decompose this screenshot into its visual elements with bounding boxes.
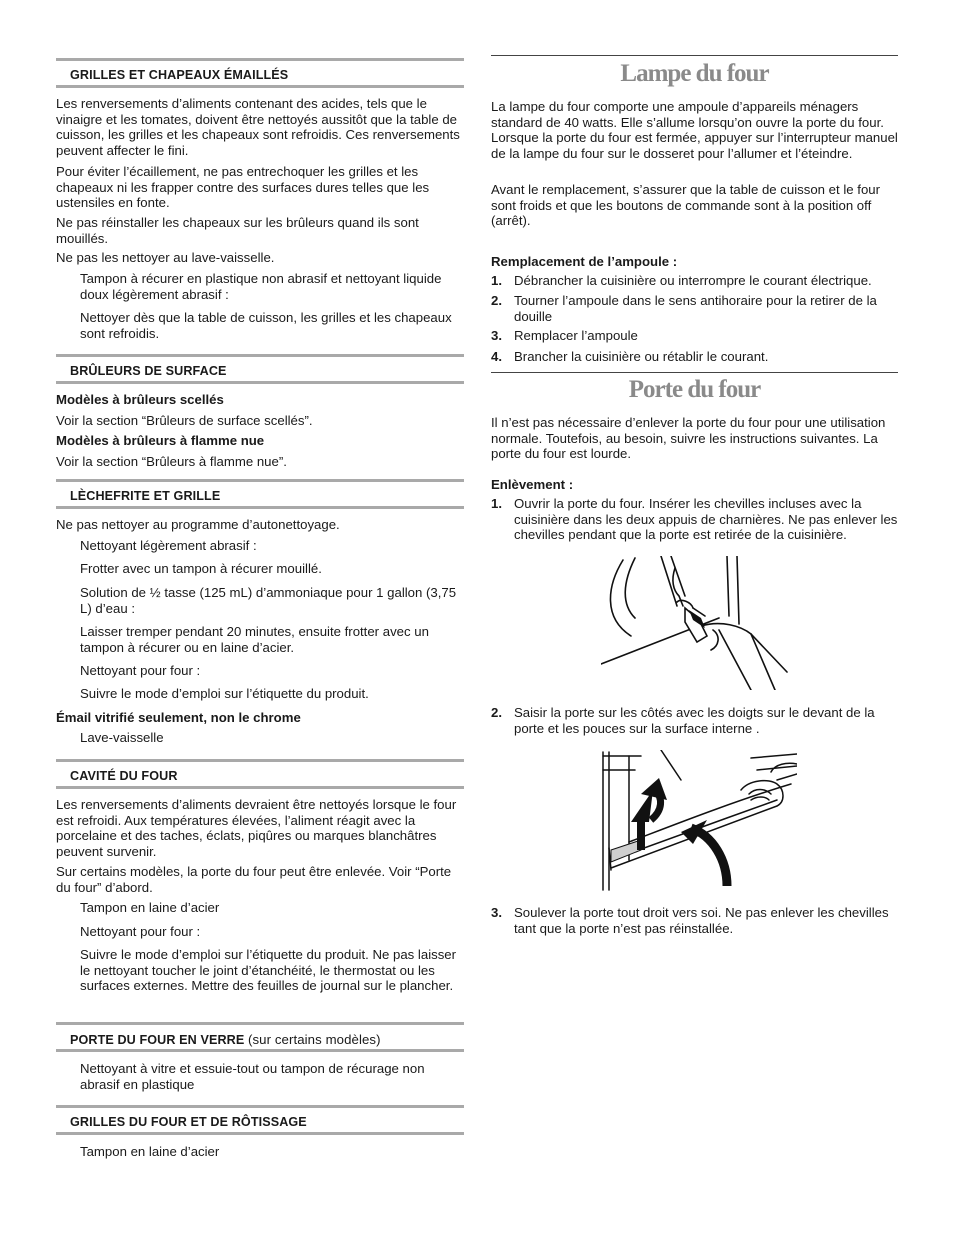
step-text: Soulever la porte tout droit vers soi. Ne pas enlever les chevilles tant que la porte n’est pas réinstallée. — [514, 905, 889, 936]
divider — [491, 372, 898, 373]
divider — [491, 55, 898, 56]
step-text: Débrancher la cuisinière ou interrompre le courant électrique. — [514, 273, 872, 288]
cleaner-item: Tampon en laine d’acier — [80, 900, 220, 915]
paragraph: Ne pas les nettoyer au lave-vaisselle. — [56, 250, 275, 265]
paragraph: Sur certains modèles, la porte du four peut être enlevée. Voir “Porte du four” d’abord. — [56, 864, 452, 895]
step-number: 1. — [491, 273, 502, 288]
paragraph: Ne pas réinstaller les chapeaux sur les brûleurs quand ils sont mouillés. — [56, 215, 419, 246]
section-title: PORTE DU FOUR EN VERRE (sur certains modèles) — [70, 1032, 381, 1047]
paragraph: Ne pas nettoyer au programme d’autonettoyage. — [56, 517, 340, 532]
step-number: 4. — [491, 349, 502, 364]
door-title: Porte du four — [628, 376, 761, 403]
step-text: Brancher la cuisinière ou rétablir le courant. — [514, 349, 769, 364]
subheading: Émail vitrifié seulement, non le chrome — [56, 710, 301, 725]
door-lift-illustration — [601, 750, 797, 892]
subheading: Modèles à brûleurs scellés — [56, 392, 224, 407]
section-header-racks — [56, 1105, 464, 1135]
paragraph: La lampe du four comporte une ampoule d’appareils ménagers standard de 40 watts. Elle s’allume lorsqu’on ouvre la porte du four. Lorsque la porte du four est fermée, appuyer sur l’interrupteur manuel de la lampe du four sur le dosseret pour l’allumer et l’éteindre. — [491, 99, 898, 161]
cleaner-item: Nettoyant à vitre et essuie-tout ou tampon de récurage non abrasif en plastique — [80, 1061, 425, 1092]
paragraph: Voir la section “Brûleurs à flamme nue”. — [56, 454, 287, 469]
paragraph: Avant le remplacement, s’assurer que la table de cuisson et le four sont froids et que les boutons de commande sont à la position off (arrêt). — [491, 182, 880, 229]
section-header-burners — [56, 354, 464, 384]
step-number: 3. — [491, 328, 502, 343]
step-text: Saisir la porte sur les côtés avec les doigts sur le devant de la porte et les pouces sur la surface interne . — [514, 705, 875, 736]
cleaner-instruction: Suivre le mode d’emploi sur l’étiquette du produit. Ne pas laisser le nettoyant toucher le joint d’étanchéité, le thermostat ou les surfaces externes. Mettre des feuilles de journal sur le plancher. — [80, 947, 457, 994]
section-title: CAVITÉ DU FOUR — [70, 769, 178, 783]
cleaner-instruction: Laisser tremper pendant 20 minutes, ensuite frotter avec un tampon à récurer ou en laine d’acier. — [80, 624, 429, 655]
section-header-broiler — [56, 479, 464, 509]
paragraph: Les renversements d’aliments contenant des acides, tels que le vinaigre et les tomates, doivent être nettoyés aussitôt que la table de cuisson, les grilles et les chapeaux sont refroidis. Ces renversements peuvent affecter le fini. — [56, 96, 460, 158]
step-text: Remplacer l’ampoule — [514, 328, 638, 343]
paragraph: Les renversements d’aliments devraient être nettoyés lorsque le four est refroidi. Aux températures élevées, l’aliment réagit avec la porcelaine et des taches, éclats, piqûres ou marques blanchâtres peuvent survenir. — [56, 797, 457, 859]
section-header-enamel — [56, 58, 464, 88]
step-number: 2. — [491, 705, 502, 720]
section-title: GRILLES DU FOUR ET DE RÔTISSAGE — [70, 1115, 307, 1129]
step-number: 1. — [491, 496, 502, 511]
step-number: 3. — [491, 905, 502, 920]
cleaner-item: Tampon en laine d’acier — [80, 1144, 220, 1159]
paragraph: Voir la section “Brûleurs de surface scellés”. — [56, 413, 313, 428]
subheading: Modèles à brûleurs à flamme nue — [56, 433, 265, 448]
section-title-note: (sur certains modèles) — [247, 1032, 381, 1047]
section-title: BRÛLEURS DE SURFACE — [70, 364, 227, 378]
step-text: Tourner l’ampoule dans le sens antihoraire pour la retirer de la douille — [514, 293, 877, 324]
cleaner-item: Nettoyant légèrement abrasif : — [80, 538, 257, 553]
paragraph: Pour éviter l’écaillement, ne pas entrechoquer les grilles et les chapeaux ni les frapper contre des surfaces dures telles que les ustensiles en fonte. — [56, 164, 430, 211]
section-title: LÈCHEFRITE ET GRILLE — [70, 489, 221, 503]
hinge-pin-illustration — [601, 556, 791, 690]
cleaner-item: Solution de ½ tasse (125 mL) d’ammoniaque pour 1 gallon (3,75 L) d’eau : — [80, 585, 457, 616]
subheading: Enlèvement : — [491, 477, 574, 492]
cleaner-item: Nettoyant pour four : — [80, 924, 201, 939]
paragraph: Il n’est pas nécessaire d’enlever la porte du four pour une utilisation normale. Toutefois, au besoin, suivre les instructions suivantes. La porte du four est lourde. — [491, 415, 886, 462]
cleaner-item: Nettoyant pour four : — [80, 663, 201, 678]
cleaner-item: Tampon à récurer en plastique non abrasif et nettoyant liquide doux légèrement abrasif : — [80, 271, 442, 302]
section-title: GRILLES ET CHAPEAUX ÉMAILLÉS — [70, 68, 289, 82]
cleaner-item: Lave-vaisselle — [80, 730, 164, 745]
subheading: Remplacement de l’ampoule : — [491, 254, 678, 269]
section-header-glass-door — [56, 1022, 464, 1052]
section-header-cavity — [56, 759, 464, 789]
cleaner-instruction: Nettoyer dès que la table de cuisson, les grilles et les chapeaux sont refroidis. — [80, 310, 452, 341]
step-text: Ouvrir la porte du four. Insérer les chevilles incluses avec la cuisinière dans les deux appuis de charnières. Ne pas enlever les chevilles pendant que la porte est retirée de la cuisinière. — [514, 496, 898, 543]
cleaner-instruction: Frotter avec un tampon à récurer mouillé. — [80, 561, 322, 576]
cleaner-instruction: Suivre le mode d’emploi sur l’étiquette du produit. — [80, 686, 369, 701]
step-number: 2. — [491, 293, 502, 308]
lamp-title: Lampe du four — [620, 60, 769, 87]
